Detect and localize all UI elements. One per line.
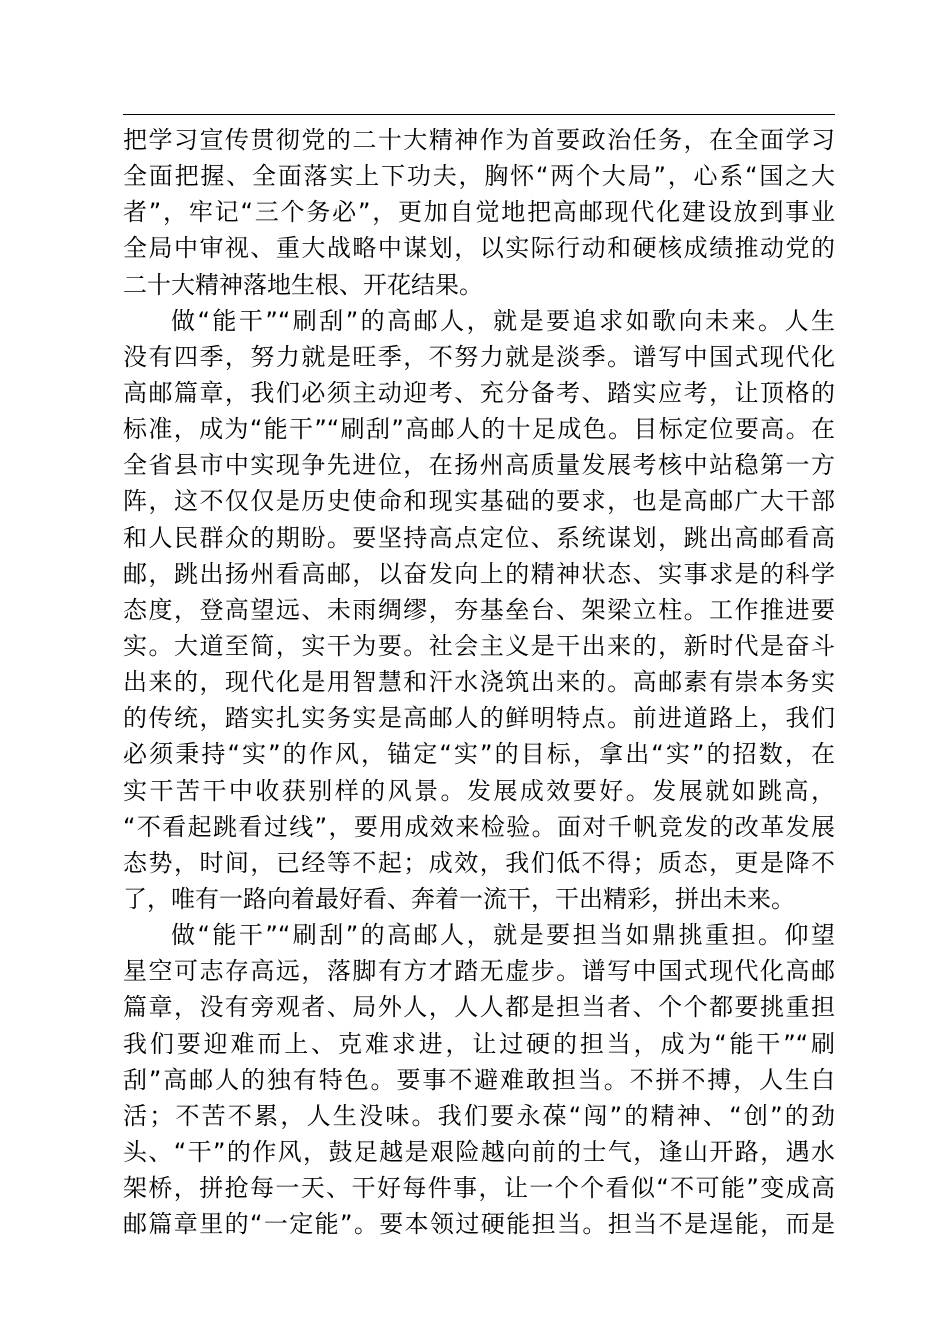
text-line: 二十大精神落地生根、开花结果。 xyxy=(123,270,483,299)
text-line: 活；不苦不累，人生没味。我们要永葆“闯”的精神、“创”的劲 xyxy=(123,1101,835,1130)
text-line: 全面把握、全面落实上下功夫，胸怀“两个大局”，心系“国之大 xyxy=(123,162,835,191)
text-line: 实。大道至简，实干为要。社会主义是干出来的，新时代是奋斗 xyxy=(123,631,835,660)
paragraph xyxy=(123,122,835,303)
text-line: 做“能干”“刷刮”的高邮人，就是要担当如鼎挑重担。仰望 xyxy=(171,921,835,950)
text-line: 标准，成为“能干”“刷刮”高邮人的十足成色。目标定位要高。在 xyxy=(123,415,835,444)
text-line: 刮”高邮人的独有特色。要事不避难敢担当。不拼不搏，人生白 xyxy=(123,1065,835,1094)
paragraph xyxy=(123,303,835,917)
text-line: 必须秉持“实”的作风，锚定“实”的目标，拿出“实”的招数，在 xyxy=(123,740,835,769)
text-line: 的传统，踏实扎实务实是高邮人的鲜明特点。前进道路上，我们 xyxy=(123,704,835,733)
text-line: 架桥，拼抢每一天、干好每件事，让一个个看似“不可能”变成高 xyxy=(123,1174,835,1203)
text-line: “不看起跳看过线”，要用成效来检验。面对千帆竞发的改革发展 xyxy=(123,812,835,841)
text-line: 了，唯有一路向着最好看、奔着一流干，干出精彩，拼出未来。 xyxy=(123,884,795,913)
text-line: 全省县市中实现争先进位，在扬州高质量发展考核中站稳第一方 xyxy=(123,451,835,480)
text-line: 态度，登高望远、未雨绸缪，夯基垒台、架梁立柱。工作推进要 xyxy=(123,595,835,624)
text-line: 者”，牢记“三个务必”，更加自觉地把高邮现代化建设放到事业 xyxy=(123,198,835,227)
text-line: 头、“干”的作风，鼓足越是艰险越向前的士气，逢山开路，遇水 xyxy=(123,1137,835,1166)
text-line: 没有四季，努力就是旺季，不努力就是淡季。谱写中国式现代化 xyxy=(123,342,835,371)
text-line: 把学习宣传贯彻党的二十大精神作为首要政治任务，在全面学习 xyxy=(123,126,835,154)
text-line: 高邮篇章，我们必须主动迎考、充分备考、踏实应考，让顶格的 xyxy=(123,378,835,407)
text-line: 阵，这不仅仅是历史使命和现实基础的要求，也是高邮广大干部 xyxy=(123,487,835,516)
text-line: 篇章，没有旁观者、局外人，人人都是担当者、个个都要挑重担 xyxy=(123,993,835,1022)
text-line: 星空可志存高远，落脚有方才踏无虚步。谱写中国式现代化高邮 xyxy=(123,957,835,986)
text-line: 全局中审视、重大战略中谋划，以实际行动和硬核成绩推动党的 xyxy=(123,234,835,263)
text-line: 邮，跳出扬州看高邮，以奋发向上的精神状态、实事求是的科学 xyxy=(123,559,835,588)
text-line: 和人民群众的期盼。要坚持高点定位、系统谋划，跳出高邮看高 xyxy=(123,523,835,552)
text-line: 实干苦干中收获别样的风景。发展成效要好。发展就如跳高， xyxy=(123,776,835,805)
text-line: 态势，时间，已经等不起；成效，我们低不得；质态，更是降不 xyxy=(123,848,835,877)
text-line: 做“能干”“刷刮”的高邮人，就是要追求如歌向未来。人生 xyxy=(171,306,835,335)
paragraph xyxy=(123,917,835,1242)
document-body xyxy=(123,122,835,1242)
text-line: 邮篇章里的“一定能”。要本领过硬能担当。担当不是逞能，而是 xyxy=(123,1210,835,1239)
text-line: 我们要迎难而上、克难求进，让过硬的担当，成为“能干”“刷 xyxy=(123,1029,835,1058)
header-rule xyxy=(123,114,835,115)
text-line: 出来的，现代化是用智慧和汗水浇筑出来的。高邮素有崇本务实 xyxy=(123,668,835,697)
